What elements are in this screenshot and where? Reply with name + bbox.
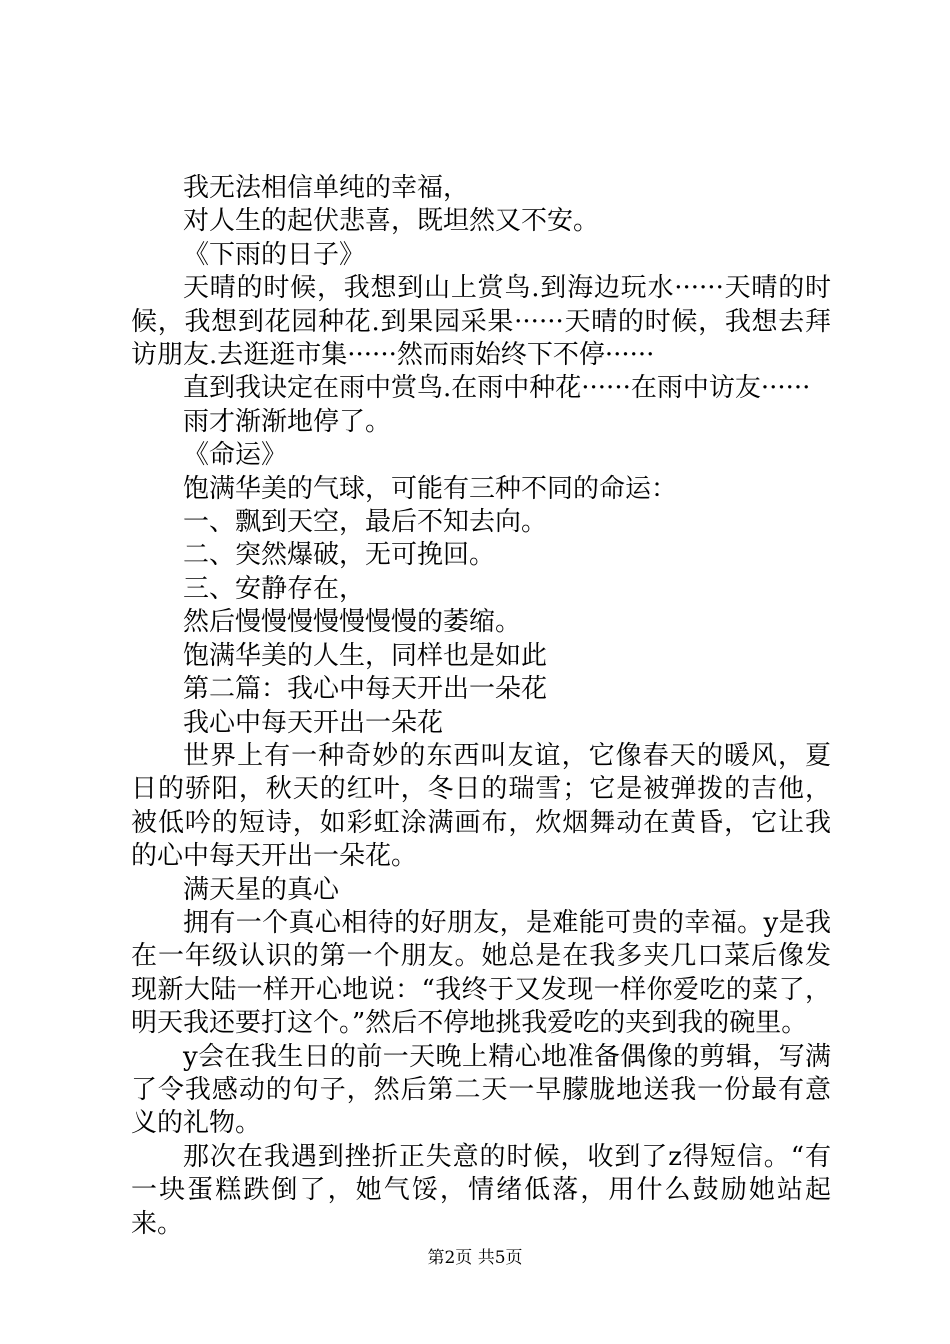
paragraph: 那次在我遇到挫折正失意的时候，收到了z得短信。“有一块蛋糕跌倒了，她气馁，情绪低落，用什么鼓励她站起来。 (131, 1141, 831, 1239)
paragraph: 天晴的时候，我想到山上赏鸟.到海边玩水······天晴的时候，我想到花园种花.到果园采果······天晴的时候，我想去拜访朋友.去逛逛市集······然而雨始终下不停······ (131, 273, 831, 371)
subheading: 满天星的真心 (183, 874, 340, 905)
list-item: 三、安静存在， (183, 573, 366, 604)
paragraph: 饱满华美的人生，同样也是如此 (183, 640, 548, 671)
list-item: 一、飘到天空，最后不知去向。 (183, 507, 548, 538)
paragraph: 饱满华美的气球，可能有三种不同的命运： (183, 473, 678, 504)
section-heading: 第二篇：我心中每天开出一朵花 (183, 674, 548, 705)
paragraph: 雨才渐渐地停了。 (183, 406, 392, 437)
paragraph: 我无法相信单纯的幸福， (183, 173, 470, 203)
paragraph: 对人生的起伏悲喜，既坦然又不安。 (183, 206, 600, 237)
paragraph: 世界上有一种奇妙的东西叫友谊，它像春天的暖风，夏日的骄阳，秋天的红叶，冬日的瑞雪；它是被弹拨的吉他，被低吟的短诗，如彩虹涂满画布，炊烟舞动在黄昏，它让我的心中每天开出一朵花。 (131, 740, 831, 872)
page-total: 共5页 (477, 1248, 523, 1268)
section-title: 《下雨的日子》 (183, 239, 366, 270)
paragraph: 然后慢慢慢慢慢慢慢的萎缩。 (183, 607, 522, 638)
page-number: 第2页 (427, 1248, 473, 1268)
document-body (131, 172, 831, 1241)
page-footer (0, 1243, 950, 1268)
section-title: 《命运》 (183, 440, 288, 471)
list-item: 二、突然爆破，无可挽回。 (183, 540, 496, 571)
paragraph: 拥有一个真心相待的好朋友，是难能可贵的幸福。y是我在一年级认识的第一个朋友。她总是在我多夹几口菜后像发现新大陆一样开心地说：“我终于又发现一样你爱吃的菜了，明天我还要打这个。”然后不停地挑我爱吃的夹到我的碗里。 (131, 907, 831, 1039)
article-title: 我心中每天开出一朵花 (183, 707, 444, 738)
paragraph: 直到我诀定在雨中赏鸟.在雨中种花······在雨中访友······ (183, 373, 811, 404)
paragraph: y会在我生日的前一天晚上精心地准备偶像的剪辑，写满了令我感动的句子，然后第二天一早朦胧地送我一份最有意义的礼物。 (131, 1041, 831, 1139)
